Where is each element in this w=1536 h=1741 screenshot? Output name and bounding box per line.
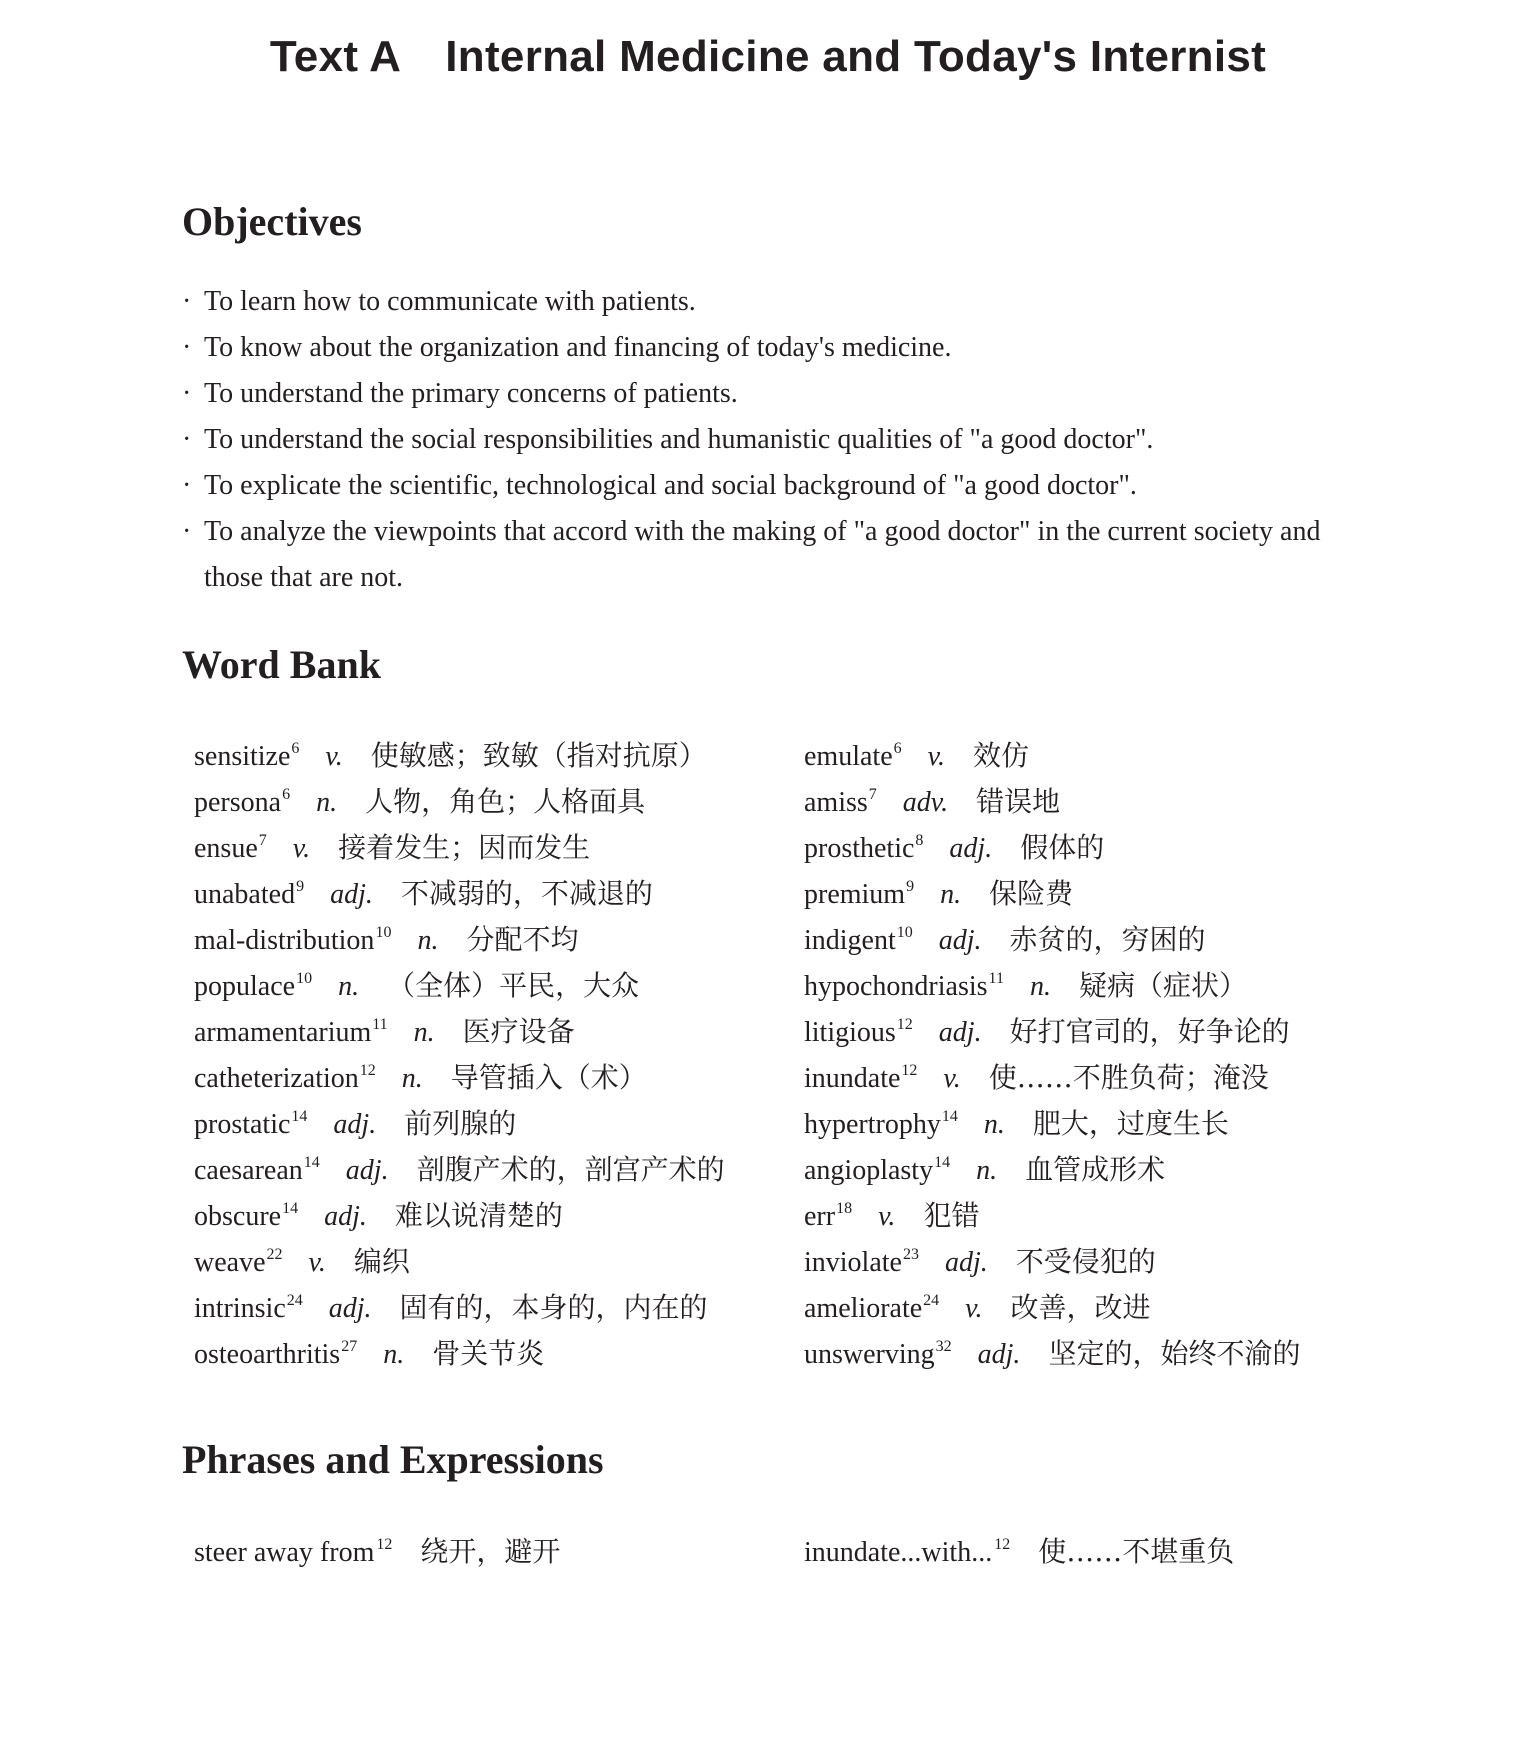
phrase-meaning: 绕开，避开 [420,1535,561,1568]
phrase-text: steer away from [194,1537,375,1568]
word-entry [194,825,794,871]
word-bank-heading: Word Bank [182,642,381,687]
word-entry [194,1101,794,1147]
word-pos: n. [983,1109,1005,1140]
word-pos: v. [965,1293,983,1324]
word-pos: adv. [902,787,949,818]
word-bank-left-column [194,733,794,1377]
word-term: angioplasty [804,1155,934,1186]
word-term: armamentarium [194,1017,372,1048]
word-ref: 14 [941,1108,958,1125]
word-term: catheterization [194,1063,359,1094]
word-entry [804,1055,1404,1101]
word-meaning: 使……不胜负荷；淹没 [988,1061,1269,1094]
word-pos: n. [976,1155,998,1186]
word-ref: 23 [902,1246,919,1263]
word-term: obscure [194,1201,282,1232]
word-pos: n. [401,1063,423,1094]
word-ref: 10 [896,924,913,941]
word-pos: adj. [324,1201,367,1232]
document-title [0,32,1536,82]
word-meaning: 剖腹产术的，剖宫产术的 [416,1153,725,1186]
objective-item [182,463,1382,509]
word-term: sensitize [194,741,291,772]
word-meaning: 假体的 [1020,831,1105,864]
word-ref: 9 [296,878,305,895]
bullet: · [182,332,192,363]
word-ref: 9 [906,878,915,895]
word-entry [804,733,1404,779]
word-ref: 10 [375,924,392,941]
word-meaning: 错误地 [976,785,1061,818]
word-meaning: 编织 [353,1245,410,1278]
word-term: unabated [194,879,296,910]
word-entry [804,871,1404,917]
word-term: inviolate [804,1247,902,1278]
objective-item [182,509,1382,601]
word-entry [804,1239,1404,1285]
word-entry [804,1285,1404,1331]
word-term: populace [194,971,296,1002]
word-pos: n. [417,925,439,956]
bullet: · [182,424,192,455]
word-ref: 11 [372,1016,388,1033]
word-term: ensue [194,833,258,864]
word-pos: adj. [333,1109,377,1140]
objective-text: To learn how to communicate with patients. [204,286,696,317]
word-meaning: （全体）平民，大众 [387,969,640,1002]
word-entry [194,917,794,963]
word-entry [804,1009,1404,1055]
word-term: litigious [804,1017,896,1048]
word-term: premium [804,879,906,910]
word-term: weave [194,1247,266,1278]
word-pos: adj. [938,1017,982,1048]
word-ref: 14 [291,1108,308,1125]
word-entry [194,1055,794,1101]
word-meaning: 医疗设备 [462,1015,575,1048]
objective-text: To analyze the viewpoints that accord with the making of "a good doctor" in the current society and those that are not. [204,516,1321,593]
word-pos: adj. [977,1339,1021,1370]
word-pos: adj. [944,1247,988,1278]
word-meaning: 固有的，本身的，内在的 [399,1291,708,1324]
word-term: prostatic [194,1109,291,1140]
word-term: ameliorate [804,1293,923,1324]
objective-text: To know about the organization and financing of today's medicine. [204,332,952,363]
word-entry [194,1147,794,1193]
word-entry [804,917,1404,963]
word-meaning: 保险费 [989,877,1074,910]
word-term: hypertrophy [804,1109,941,1140]
word-entry [194,779,794,825]
word-entry [194,733,794,779]
objectives-list [182,279,1382,601]
word-term: hypochondriasis [804,971,988,1002]
word-pos: adj. [938,925,982,956]
word-term: inundate [804,1063,901,1094]
word-meaning: 效仿 [972,739,1029,772]
word-ref: 14 [303,1154,320,1171]
word-meaning: 好打官司的，好争论的 [1009,1015,1290,1048]
word-pos: adj. [949,833,993,864]
word-ref: 6 [893,740,902,757]
bullet: · [182,286,192,317]
word-ref: 12 [901,1062,918,1079]
word-ref: 18 [836,1200,853,1217]
word-meaning: 难以说清楚的 [394,1199,563,1232]
objective-item [182,279,1382,325]
word-ref: 10 [296,970,313,987]
word-term: mal-distribution [194,925,375,956]
phrases-heading: Phrases and Expressions [182,1437,604,1482]
objective-item [182,371,1382,417]
word-entry [804,779,1404,825]
word-term: prosthetic [804,833,915,864]
word-bank-right-column [804,733,1404,1377]
word-ref: 24 [923,1292,940,1309]
word-term: unswerving [804,1339,935,1370]
word-term: emulate [804,741,893,772]
word-meaning: 人物，角色；人格面具 [365,785,646,818]
word-meaning: 不减弱的，不减退的 [400,877,653,910]
word-meaning: 赤贫的，穷困的 [1009,923,1206,956]
word-pos: n. [1029,971,1051,1002]
word-meaning: 使敏感；致敏（指对抗原） [370,739,707,772]
bullet: · [182,378,192,409]
word-meaning: 骨关节炎 [432,1337,545,1370]
word-meaning: 犯错 [923,1199,980,1232]
word-entry [194,1331,794,1377]
word-entry [804,963,1404,1009]
objective-text: To understand the primary concerns of patients. [204,378,738,409]
word-pos: n. [383,1339,405,1370]
word-pos: v. [292,833,311,864]
word-pos: adj. [345,1155,389,1186]
word-term: caesarean [194,1155,303,1186]
objectives-heading: Objectives [182,199,362,244]
word-ref: 6 [282,786,291,803]
word-ref: 32 [935,1338,952,1355]
word-ref: 12 [359,1062,376,1079]
word-pos: adj. [328,1293,372,1324]
word-term: indigent [804,925,896,956]
word-term: persona [194,787,282,818]
word-entry [194,963,794,1009]
phrase-meaning: 使……不堪重负 [1038,1535,1235,1568]
title-label: Text A [269,32,402,81]
objective-text: To understand the social responsibilities and humanistic qualities of "a good doctor". [204,424,1154,455]
word-meaning: 血管成形术 [1025,1153,1166,1186]
word-ref: 12 [896,1016,913,1033]
word-term: amiss [804,787,868,818]
word-entry [804,825,1404,871]
word-entry [194,1239,794,1285]
word-meaning: 接着发生；因而发生 [338,831,591,864]
phrase-entry [804,1529,1234,1575]
word-entry [194,1009,794,1055]
word-pos: v. [927,741,945,772]
word-ref: 27 [341,1338,358,1355]
word-entry [804,1331,1404,1377]
word-pos: adj. [330,879,373,910]
bullet: · [182,516,192,547]
word-meaning: 坚定的，始终不渝的 [1048,1337,1301,1370]
objective-text: To explicate the scientific, technological and social background of "a good doctor". [204,470,1137,501]
bullet: · [182,470,192,501]
word-entry [804,1193,1404,1239]
word-ref: 14 [934,1154,951,1171]
word-ref: 7 [868,786,877,803]
word-term: intrinsic [194,1293,286,1324]
word-ref: 6 [291,740,300,757]
word-ref: 7 [258,832,267,849]
word-meaning: 导管插入（术） [450,1061,647,1094]
phrase-ref: 12 [376,1536,393,1553]
word-entry [194,871,794,917]
word-meaning: 疑病（症状） [1078,969,1247,1002]
word-ref: 24 [286,1292,303,1309]
word-term: err [804,1201,836,1232]
word-ref: 11 [988,970,1004,987]
phrase-entry [194,1529,560,1575]
word-pos: n. [338,971,360,1002]
word-entry [804,1101,1404,1147]
objective-item [182,417,1382,463]
word-term: osteoarthritis [194,1339,341,1370]
word-meaning: 不受侵犯的 [1015,1245,1156,1278]
word-ref: 22 [266,1246,283,1263]
phrase-ref: 12 [994,1536,1011,1553]
word-entry [194,1285,794,1331]
word-meaning: 前列腺的 [404,1107,517,1140]
word-pos: v. [325,741,343,772]
phrase-text: inundate...with... [804,1537,993,1568]
word-meaning: 肥大，过度生长 [1032,1107,1229,1140]
word-meaning: 改善，改进 [1010,1291,1151,1324]
word-pos: v. [943,1063,961,1094]
title-text: Internal Medicine and Today's Internist [445,32,1267,81]
word-pos: n. [316,787,338,818]
word-ref: 8 [915,832,924,849]
word-meaning: 分配不均 [466,923,579,956]
word-entry [804,1147,1404,1193]
word-entry [194,1193,794,1239]
word-pos: n. [940,879,962,910]
word-pos: v. [878,1201,896,1232]
objective-item [182,325,1382,371]
word-ref: 14 [282,1200,299,1217]
word-pos: n. [413,1017,435,1048]
word-pos: v. [308,1247,326,1278]
